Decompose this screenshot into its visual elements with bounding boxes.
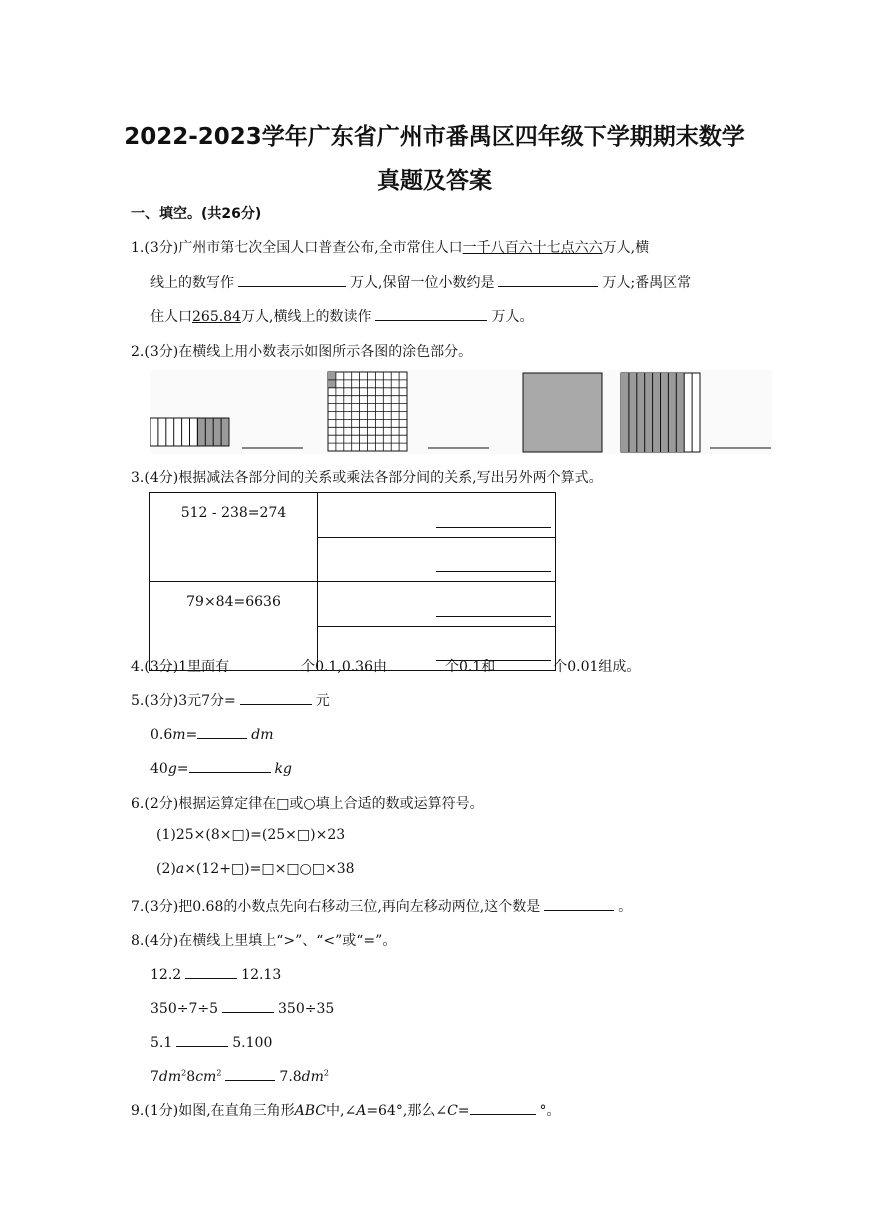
page-title: 2022-2023学年广东省广州市番禺区四年级下学期期末数学	[124, 124, 745, 150]
q1-underlined: 一千八百六十七点六六	[462, 240, 603, 256]
q4-line	[131, 656, 640, 676]
answer-blank[interactable]	[189, 758, 271, 773]
q8-right: 7.8	[279, 1069, 302, 1085]
q3-answer-cell[interactable]	[318, 537, 556, 582]
q1-text: 线上的数写作	[150, 275, 234, 291]
answer-blank[interactable]	[225, 1066, 275, 1081]
q3-equation-1: 512 - 238=274	[150, 493, 318, 582]
q8-exponent: 2	[323, 1068, 330, 1078]
q8-unit: dm	[158, 1069, 182, 1085]
q7-text: 7.(3分)把0.68的小数点先向右移动三位,再向左移动两位,这个数是	[131, 899, 541, 915]
q5-number: 0.6	[150, 727, 173, 743]
q9-triangle: ABC	[294, 1103, 327, 1119]
q8-text: 8.(4分)在横线上里填上“>”、“<”或“=”。	[131, 933, 397, 949]
q1-line3	[150, 306, 533, 326]
q1-line2	[150, 272, 691, 292]
q8-right: 5.100	[232, 1035, 273, 1051]
answer-blank[interactable]	[238, 272, 346, 287]
q5-line3	[150, 758, 292, 777]
q9-line	[131, 1100, 561, 1120]
q5-unit: g	[167, 761, 177, 777]
q6-text: 6.(2分)根据运算定律在□或○填上合适的数或运算符号。	[131, 796, 484, 812]
q7-text: 。	[618, 899, 633, 915]
q4-text: 个0.1,0.36由	[301, 659, 387, 675]
answer-blank[interactable]	[375, 306, 487, 321]
answer-blank[interactable]	[499, 656, 549, 671]
q8-left: 12.2	[150, 967, 182, 983]
q7-line	[131, 896, 632, 916]
q3-answer-cell[interactable]	[318, 582, 556, 627]
q9-angle: C	[447, 1103, 458, 1119]
strip-figure	[150, 418, 229, 446]
q8-left: 8	[186, 1069, 196, 1085]
q3-text: 3.(4分)根据减法各部分间的关系或乘法各部分间的关系,写出另外两个算式。	[131, 470, 603, 486]
q9-text: 9.(1分)如图,在直角三角形	[131, 1103, 295, 1119]
q6-text: ×(12+□)=□×□○□×38	[184, 861, 355, 877]
q4-text: 个0.1和	[445, 659, 496, 675]
q1-text: 万人,横线上的数读作	[241, 309, 372, 325]
q5-unit: dm	[251, 727, 274, 743]
q2-figures-svg	[150, 370, 772, 454]
q9-text: =64°,那么∠	[366, 1103, 448, 1119]
q8-exponent: 2	[181, 1068, 187, 1078]
q6-part1: (1)25×(8×□)=(25×□)×23	[156, 827, 346, 843]
q1-text: 万人;番禺区常	[602, 275, 692, 291]
stripe-figure	[621, 373, 700, 452]
q1-text: 1.(3分)广州市第七次全国人口普查公布,全市常住人口	[131, 240, 463, 256]
q8-left: 7	[150, 1069, 159, 1085]
q4-text: 个0.01组成。	[553, 659, 641, 675]
answer-blank[interactable]	[391, 656, 441, 671]
q1-line1	[131, 237, 649, 257]
answer-blank[interactable]	[240, 690, 312, 705]
page-title-line2: 真题及答案	[377, 168, 492, 194]
q8-unit: cm	[195, 1069, 217, 1085]
q3-equation-2: 79×84=6636	[150, 582, 318, 671]
answer-blank[interactable]	[498, 272, 598, 287]
q5-number: 40	[150, 761, 168, 777]
q8-row1	[150, 964, 281, 983]
q5-line1	[131, 690, 330, 710]
q1-text: 万人。	[491, 309, 534, 325]
q5-text: 5.(3分)3元7分=	[131, 693, 236, 709]
answer-blank[interactable]	[176, 1032, 228, 1047]
answer-blank[interactable]	[222, 998, 274, 1013]
grid-figure	[328, 372, 407, 451]
full-square-figure	[523, 373, 602, 452]
q9-text: 中,∠	[326, 1103, 357, 1119]
q1-text: 住人口	[150, 309, 192, 325]
q1-text: 万人,横	[602, 240, 650, 256]
q5-text: =	[185, 727, 198, 743]
answer-blank[interactable]	[470, 1100, 536, 1115]
q4-text: 4.(3分)1里面有	[131, 659, 230, 675]
q5-unit: m	[172, 727, 186, 743]
q2-text: 2.(3分)在横线上用小数表示如图所示各图的涂色部分。	[131, 344, 473, 360]
answer-blank[interactable]	[197, 724, 247, 739]
q5-text: =	[176, 761, 189, 777]
q2-figures	[150, 370, 772, 454]
q9-text: =	[457, 1103, 470, 1119]
q8-unit: dm	[301, 1069, 324, 1085]
q1-text: 万人,保留一位小数约是	[350, 275, 495, 291]
answer-blank[interactable]	[233, 656, 297, 671]
q8-left: 350÷7÷5	[150, 1001, 218, 1017]
q6-variable: a	[175, 861, 185, 877]
q8-exponent: 2	[216, 1068, 222, 1078]
answer-blank[interactable]	[544, 896, 614, 911]
answer-blank[interactable]	[185, 964, 237, 979]
q9-text: °。	[539, 1103, 561, 1119]
q8-right: 350÷35	[278, 1001, 335, 1017]
q8-left: 5.1	[150, 1035, 173, 1051]
q8-row3	[150, 1032, 272, 1051]
q3-answer-cell[interactable]	[318, 493, 556, 538]
q5-unit: 元	[315, 693, 330, 709]
q9-angle: A	[356, 1103, 367, 1119]
q8-row4	[150, 1066, 329, 1085]
q8-row2	[150, 998, 334, 1017]
section-heading: 一、填空。(共26分)	[131, 206, 262, 222]
q1-number: 265.84	[192, 309, 241, 325]
q5-line2	[150, 724, 274, 743]
q3-table	[149, 492, 556, 671]
q8-right: 12.13	[241, 967, 282, 983]
q6-text: (2)	[156, 861, 176, 877]
q5-unit: kg	[274, 761, 292, 777]
q6-part2	[156, 861, 355, 877]
